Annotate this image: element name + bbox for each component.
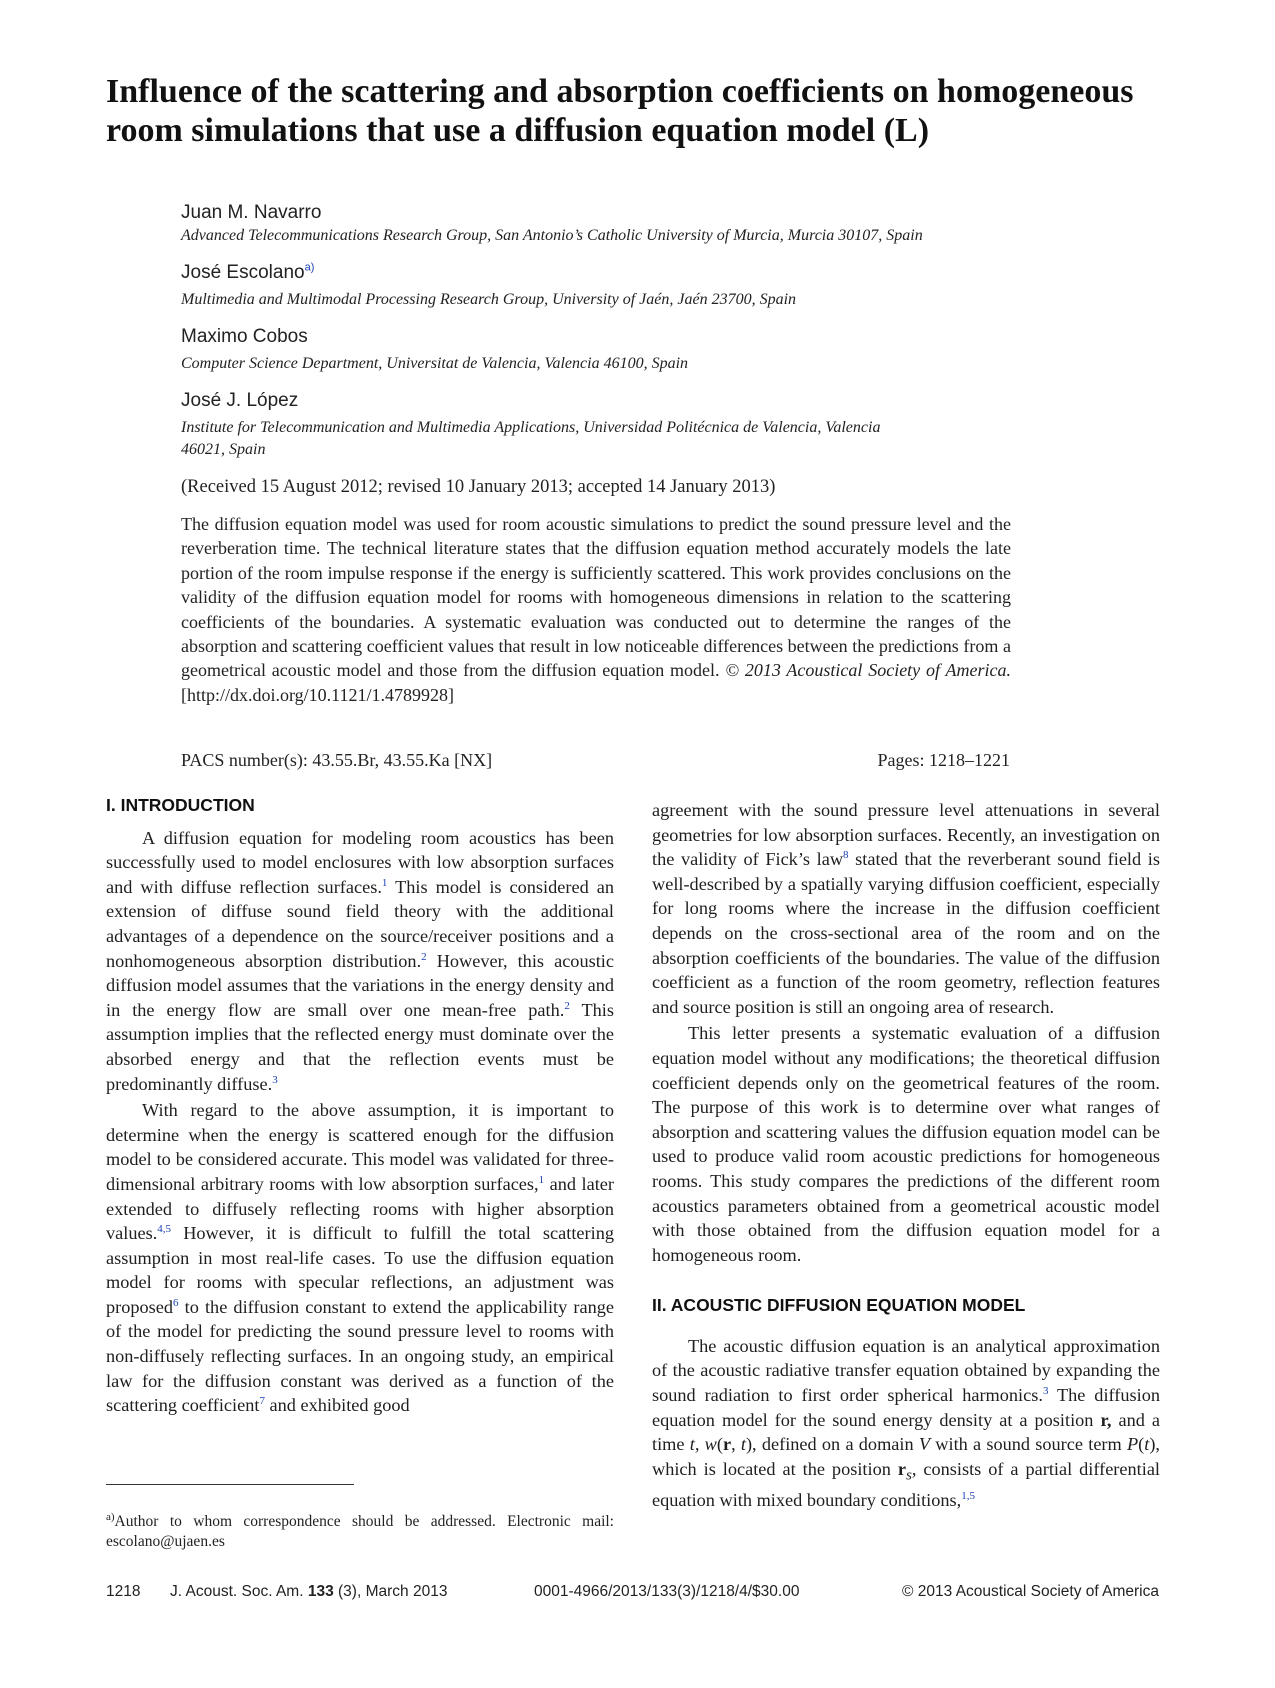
paragraph: With regard to the above assumption, it is important to determine when the energy is scattered enough for the diffusion model to be considered accurate. This model was validated for three-dimensional arbitrary rooms with low absorption surfaces,$^1$ and later extended to diffusely reflecting rooms with higher absorption values.$^{4,5}$ However, it is difficult to fulfill the total scattering assumption in most real-life cases. To use the diffusion equation model for rooms with specular reflections, an adjustment was proposed$^6$ to the diffusion constant to extend the applicability range of the model for predicting the sound pressure level to rooms with non-diffusely reflecting surfaces. In an ongoing study, an empirical law for the diffusion constant was derived as a function of the scattering coefficient$^7$ and exhibited good <box>106 1100 614 1416</box>
footnote-divider <box>106 1484 354 1485</box>
author-name: Maximo Cobos <box>181 326 308 347</box>
pacs-numbers: PACS number(s): 43.55.Br, 43.55.Ka [NX] <box>181 750 493 770</box>
paragraph: A diffusion equation for modeling room acoustics has been successfully used to model enclosures with low absorption surfaces and with diffuse reflection surfaces.$^1$ This model is considered an extension of diffuse sound field theory with the additional advantages of a dependence on the source/receiver positions and a nonhomogeneous absorption distribution.$^2$ However, this acoustic diffusion model assumes that the variations in the energy density and in the energy flow are small over one mean-free path.$^2$ This assumption implies that the reflected energy must dominate over the absorbed energy and that the reflection events must be predominantly diffuse.$^3$ <box>106 827 614 1094</box>
author-name: José J. López <box>181 390 299 411</box>
section-heading: I. INTRODUCTION <box>106 795 255 815</box>
paragraph: agreement with the sound pressure level attenuations in several geometries for low absorption surfaces. Recently, an investigation on the validity of Fick’s law$^8$ stated that the reverberant sound field is well-described by a spatially varying diffusion coefficient, especially for long rooms where the increase in the diffusion coefficient depends on the cross-sectional area of the room and on the absorption coefficients of the boundaries. The value of the diffusion coefficient as a function of the room geometry, reflection features and source position is still an ongoing area of research. <box>652 800 1160 1017</box>
left-column <box>106 793 614 1418</box>
author-affiliation: Multimedia and Multimodal Processing Research Group, University of Jaén, Jaén 23700, Spain <box>181 291 797 308</box>
footnote: $^{a)}$Author to whom correspondence should be addressed. Electronic mail: escolano@ujaen.es <box>106 1510 614 1550</box>
citation-link[interactable]: 6 <box>173 1296 179 1309</box>
citation-link[interactable]: 1 <box>381 876 388 889</box>
citation-link[interactable]: 1,5 <box>961 1490 975 1502</box>
paragraph: This letter presents a systematic evaluation of a diffusion equation model without any modifications; the theoretical diffusion coefficient depends only on the geometrical features of the room. The purpose of this work is to determine over what ranges of absorption and scattering values the diffusion equation model can be used to produce valid room acoustic predictions for homogeneous rooms. This study compares the predictions of the different room acoustics parameters obtained from a geometrical acoustic model with those obtained from the diffusion equation model for a homogeneous room. <box>652 1023 1160 1265</box>
citation-link[interactable]: 8 <box>843 849 849 862</box>
citation-link[interactable]: 3 <box>272 1073 278 1086</box>
footnote-link[interactable]: a) <box>304 261 315 274</box>
abstract: The diffusion equation model was used for room acoustic simulations to predict the sound pressure level and the reverberation time. The technical literature states that the diffusion equation method accurately models the late portion of the room impulse response if the energy is sufficiently scattered. This work provides conclusions on the validity of the diffusion equation model for rooms with homogeneous dimensions in relation to the scattering coefficients of the boundaries. A systematic evaluation was conducted out to determine the ranges of the absorption and scattering coefficient values that result in low noticeable differences between the predictions from a geometrical acoustic model and those from the diffusion equation model. © 2013 Acoustical Society of America. [http://dx.doi.org/10.1121/1.4789928] <box>181 514 1011 705</box>
author-affiliation: Institute for Telecommunication and Multimedia Applications, Universidad Politécnica de Valencia, Valencia 46021, Spain <box>181 419 881 458</box>
author-affiliation: Advanced Telecommunications Research Group, San Antonio’s Catholic University of Murcia, Murcia 30107, Spain <box>181 227 923 244</box>
citation-link[interactable]: 7 <box>259 1395 265 1408</box>
footer-code: 0001-4966/2013/133(3)/1218/4/$30.00 <box>534 1583 800 1600</box>
received-dates: (Received 15 August 2012; revised 10 January 2013; accepted 14 January 2013) <box>181 477 776 497</box>
citation-link[interactable]: 2 <box>564 999 570 1012</box>
paper-title: Influence of the scattering and absorption coefficients on homogeneous room simulations that use a diffusion equation model (L) <box>106 73 1134 149</box>
footer-page-number: 1218 <box>106 1583 141 1600</box>
page-range: Pages: 1218–1221 <box>877 750 1010 770</box>
citation-link[interactable]: 3 <box>1042 1384 1049 1397</box>
author-affiliation: Computer Science Department, Universitat de Valencia, Valencia 46100, Spain <box>181 355 689 372</box>
section-heading: II. ACOUSTIC DIFFUSION EQUATION MODEL <box>652 1295 1026 1316</box>
citation-link[interactable]: 4,5 <box>157 1223 172 1235</box>
paragraph: The acoustic diffusion equation is an analytical approximation of the acoustic radiative transfer equation obtained by expanding the sound radiation to first order spherical harmonics.$^3$ The diffusion equation model for the sound energy density at a position r, and a time t, w(r, t), defined on a domain V with a sound source term P(t), which is located at the position $r_s$, consists of a partial differential equation with mixed boundary conditions,$^{1,5}$ <box>652 1335 1161 1511</box>
footer-journal: J. Acoust. Soc. Am. 133 (3), March 2013 <box>170 1583 448 1600</box>
author-name: José Escolano$^{a)}$ <box>181 261 315 283</box>
doi-link[interactable]: [http://dx.doi.org/10.1121/1.4789928] <box>181 684 454 705</box>
author-name: Juan M. Navarro <box>181 202 322 223</box>
right-column <box>652 798 1160 1513</box>
citation-link[interactable]: 1 <box>538 1173 545 1186</box>
citation-link[interactable]: 2 <box>421 950 427 963</box>
footer-copyright: © 2013 Acoustical Society of America <box>902 1583 1159 1600</box>
